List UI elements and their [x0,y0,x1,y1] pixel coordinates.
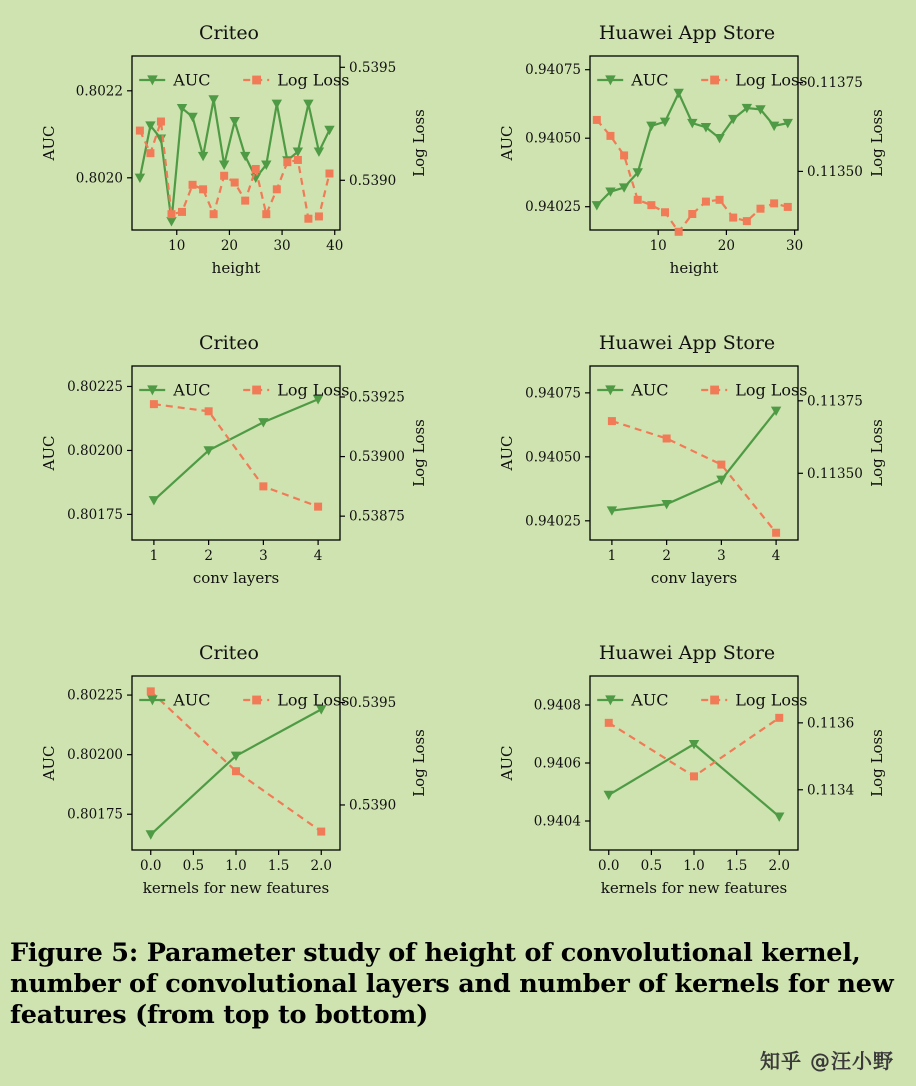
svg-text:Log Loss: Log Loss [735,70,808,90]
svg-text:30: 30 [785,238,804,254]
panel-criteo-conv-layers [0,318,458,628]
svg-text:0.80225: 0.80225 [67,378,123,395]
svg-text:0.8022: 0.8022 [75,83,123,100]
svg-text:0.5: 0.5 [182,858,205,874]
svg-text:3: 3 [717,548,726,564]
svg-text:AUC: AUC [498,125,516,161]
svg-text:3: 3 [259,548,268,564]
svg-text:kernels for new features: kernels for new features [600,879,788,897]
panel-title: Criteo [198,642,259,664]
svg-text:1.0: 1.0 [225,858,247,874]
plot-huawei-conv-layers [458,318,916,628]
svg-text:Log Loss: Log Loss [277,690,350,710]
svg-text:1: 1 [607,548,617,564]
svg-text:Log Loss: Log Loss [410,729,428,797]
svg-text:Log Loss: Log Loss [410,419,428,487]
svg-text:0.94050: 0.94050 [525,449,581,466]
svg-text:2: 2 [662,548,671,564]
figure-caption: Figure 5: Parameter study of height of convolutional kernel, number of convolutional layers and number of kernels for new features (from top to bottom) [10,938,894,1031]
svg-text:0.53900: 0.53900 [349,449,405,466]
svg-text:0.8020: 0.8020 [75,170,123,187]
svg-text:0.1134: 0.1134 [807,782,855,799]
panel-huawei-kernels [458,628,916,938]
svg-text:0.5395: 0.5395 [349,695,397,712]
svg-text:0.94075: 0.94075 [525,385,581,402]
svg-text:conv layers: conv layers [650,569,738,587]
svg-text:kernels for new features: kernels for new features [142,879,330,897]
svg-text:4: 4 [771,548,781,564]
svg-text:0.5390: 0.5390 [349,172,397,189]
svg-text:height: height [211,259,261,277]
plot-huawei-height [458,8,916,318]
svg-text:1.5: 1.5 [725,858,748,874]
panel-criteo-height [0,8,458,318]
svg-text:2.0: 2.0 [768,858,790,874]
svg-text:Log Loss: Log Loss [410,109,428,177]
svg-text:1.5: 1.5 [267,858,290,874]
svg-text:30: 30 [273,238,291,254]
svg-text:0.80225: 0.80225 [67,687,123,704]
svg-text:Log Loss: Log Loss [735,380,808,400]
panel-title: Criteo [198,332,259,354]
svg-text:AUC: AUC [40,745,58,781]
svg-text:0.11375: 0.11375 [807,393,863,410]
svg-text:AUC: AUC [631,380,669,400]
plot-criteo-kernels [0,628,458,938]
panel-title: Huawei App Store [598,332,776,354]
svg-text:0.80200: 0.80200 [67,747,123,764]
svg-text:AUC: AUC [498,745,516,781]
svg-text:0.1136: 0.1136 [807,715,855,732]
svg-text:0.0: 0.0 [140,858,162,874]
svg-text:Log Loss: Log Loss [277,380,350,400]
svg-text:10: 10 [168,238,186,254]
svg-text:0.80175: 0.80175 [67,806,123,823]
svg-text:4: 4 [313,548,323,564]
svg-text:1: 1 [149,548,159,564]
svg-text:2.0: 2.0 [310,858,332,874]
svg-text:0.94075: 0.94075 [525,62,581,79]
watermark-text: 知乎 @汪小野 [760,1049,894,1073]
svg-text:1.0: 1.0 [683,858,705,874]
svg-text:AUC: AUC [173,380,211,400]
svg-text:0.80200: 0.80200 [67,442,123,459]
svg-text:0.9404: 0.9404 [533,813,581,830]
panel-title: Huawei App Store [598,22,776,44]
svg-text:0.9408: 0.9408 [533,697,581,714]
svg-text:Log Loss: Log Loss [868,419,886,487]
svg-text:40: 40 [326,238,344,254]
panel-huawei-height [458,8,916,318]
svg-text:0.80175: 0.80175 [67,506,123,523]
plot-criteo-height [0,8,458,318]
svg-text:0.94050: 0.94050 [525,130,581,147]
watermark [760,1045,894,1074]
svg-text:20: 20 [717,238,735,254]
panel-criteo-kernels [0,628,458,938]
panel-huawei-conv-layers [458,318,916,628]
svg-text:AUC: AUC [631,70,669,90]
svg-text:Log Loss: Log Loss [868,109,886,177]
figure-grid [0,8,916,938]
svg-text:0.53925: 0.53925 [349,389,405,406]
svg-text:AUC: AUC [631,690,669,710]
svg-text:AUC: AUC [173,70,211,90]
svg-text:AUC: AUC [173,690,211,710]
svg-text:0.11350: 0.11350 [807,163,863,180]
svg-text:Log Loss: Log Loss [277,70,350,90]
svg-text:AUC: AUC [40,125,58,161]
svg-text:10: 10 [649,238,667,254]
svg-text:20: 20 [220,238,239,254]
svg-text:0.9406: 0.9406 [533,755,581,772]
svg-text:2: 2 [204,548,213,564]
panel-title: Criteo [198,22,259,44]
svg-text:0.53875: 0.53875 [349,508,405,525]
svg-text:conv layers: conv layers [192,569,280,587]
svg-text:0.5: 0.5 [640,858,663,874]
svg-text:0.0: 0.0 [598,858,620,874]
svg-text:Log Loss: Log Loss [735,690,808,710]
panel-title: Huawei App Store [598,642,776,664]
svg-text:0.11350: 0.11350 [807,465,863,482]
svg-text:0.5395: 0.5395 [349,59,397,76]
plot-criteo-conv-layers [0,318,458,628]
svg-text:0.5390: 0.5390 [349,797,397,814]
svg-text:0.94025: 0.94025 [525,513,581,530]
plot-huawei-kernels [458,628,916,938]
svg-text:Log Loss: Log Loss [868,729,886,797]
svg-text:height: height [669,259,719,277]
svg-text:0.94025: 0.94025 [525,199,581,216]
svg-text:0.11375: 0.11375 [807,75,863,92]
svg-text:AUC: AUC [498,435,516,471]
svg-text:AUC: AUC [40,435,58,471]
